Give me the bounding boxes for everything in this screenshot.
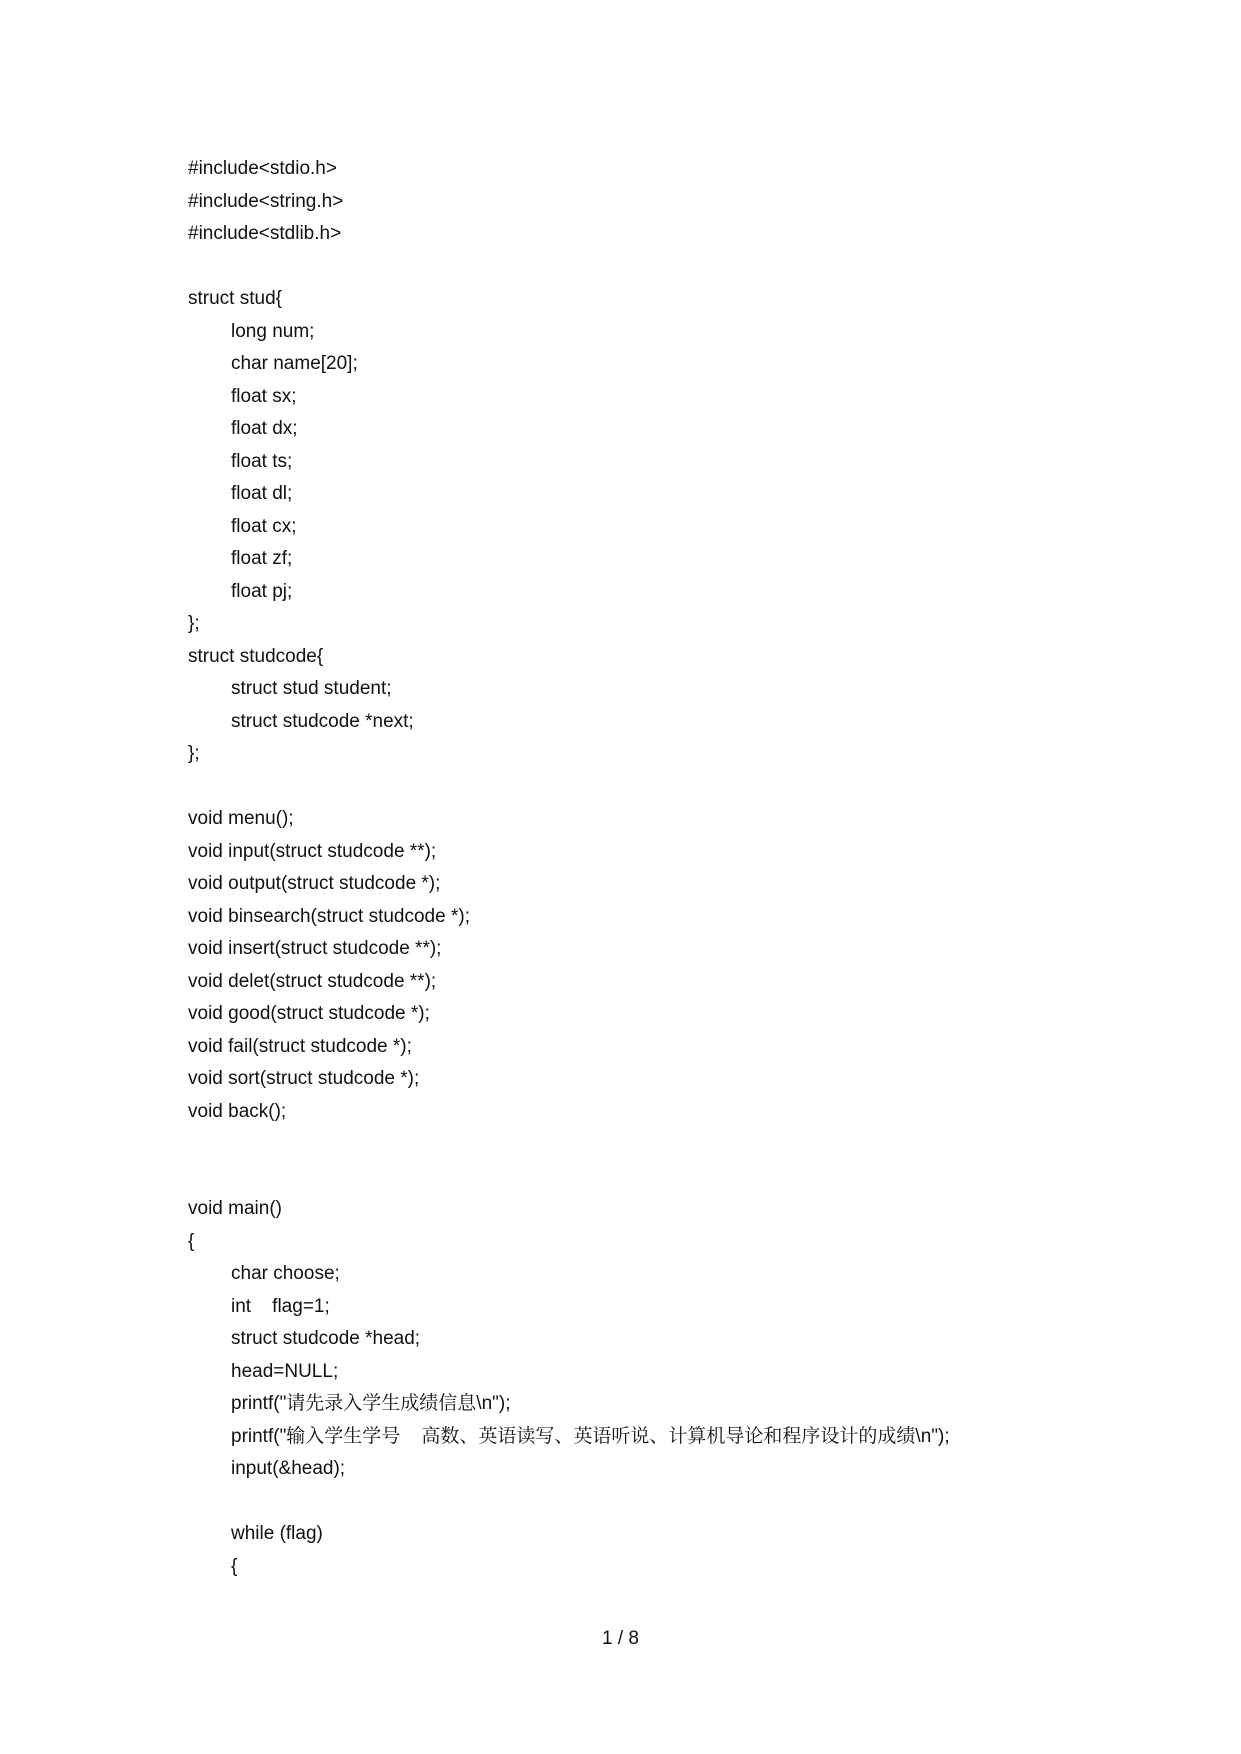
code-line: struct stud student;: [231, 678, 392, 699]
code-line: float cx;: [231, 515, 297, 537]
code-line: float pj;: [231, 580, 293, 602]
code-line: void binsearch(struct studcode *);: [188, 905, 470, 927]
blank-line: [188, 1128, 1138, 1161]
code-line: void main(): [188, 1198, 282, 1219]
code-line: };: [188, 613, 200, 634]
code-line: char choose;: [231, 1263, 340, 1284]
code-line: void input(struct studcode **);: [188, 840, 437, 862]
code-line: printf("输入学生学号 高数、英语读写、英语听说、计算机导论和程序设计的成绩\n");: [231, 1425, 950, 1447]
code-line: float zf;: [231, 548, 293, 569]
code-line: void sort(struct studcode *);: [188, 1068, 420, 1089]
code-line: void fail(struct studcode *);: [188, 1035, 412, 1057]
code-line: void menu();: [188, 808, 294, 829]
code-line: void good(struct studcode *);: [188, 1003, 430, 1024]
code-line: void delet(struct studcode **);: [188, 970, 437, 992]
code-line: #include<stdlib.h>: [188, 223, 342, 244]
code-line: {: [188, 1230, 195, 1252]
code-line: printf("请先录入学生成绩信息\n");: [231, 1393, 511, 1414]
code-line: int flag=1;: [231, 1295, 330, 1317]
code-line: };: [188, 743, 200, 764]
code-listing: [188, 153, 1138, 1583]
code-line: float ts;: [231, 450, 293, 472]
code-line: struct stud{: [188, 288, 282, 309]
code-line: float dl;: [231, 483, 293, 504]
code-line: long num;: [231, 320, 315, 342]
blank-line: [188, 1161, 1138, 1194]
blank-line: [188, 771, 1138, 804]
code-line: struct studcode *head;: [231, 1328, 421, 1349]
code-line: void back();: [188, 1100, 287, 1122]
code-line: void insert(struct studcode **);: [188, 938, 442, 959]
code-line: {: [231, 1555, 238, 1577]
code-line: float dx;: [231, 418, 298, 439]
page-number: 1 / 8: [602, 1628, 639, 1649]
code-line: struct studcode{: [188, 645, 324, 667]
code-line: #include<string.h>: [188, 190, 344, 212]
code-line: struct studcode *next;: [231, 710, 414, 732]
code-line: while (flag): [231, 1523, 323, 1544]
blank-line: [188, 251, 1138, 284]
code-line: head=NULL;: [231, 1360, 339, 1382]
code-line: void output(struct studcode *);: [188, 873, 441, 894]
code-line: char name[20];: [231, 353, 358, 374]
blank-line: [188, 1486, 1138, 1519]
code-line: #include<stdio.h>: [188, 158, 337, 179]
code-line: float sx;: [231, 385, 297, 407]
code-line: input(&head);: [231, 1458, 346, 1479]
